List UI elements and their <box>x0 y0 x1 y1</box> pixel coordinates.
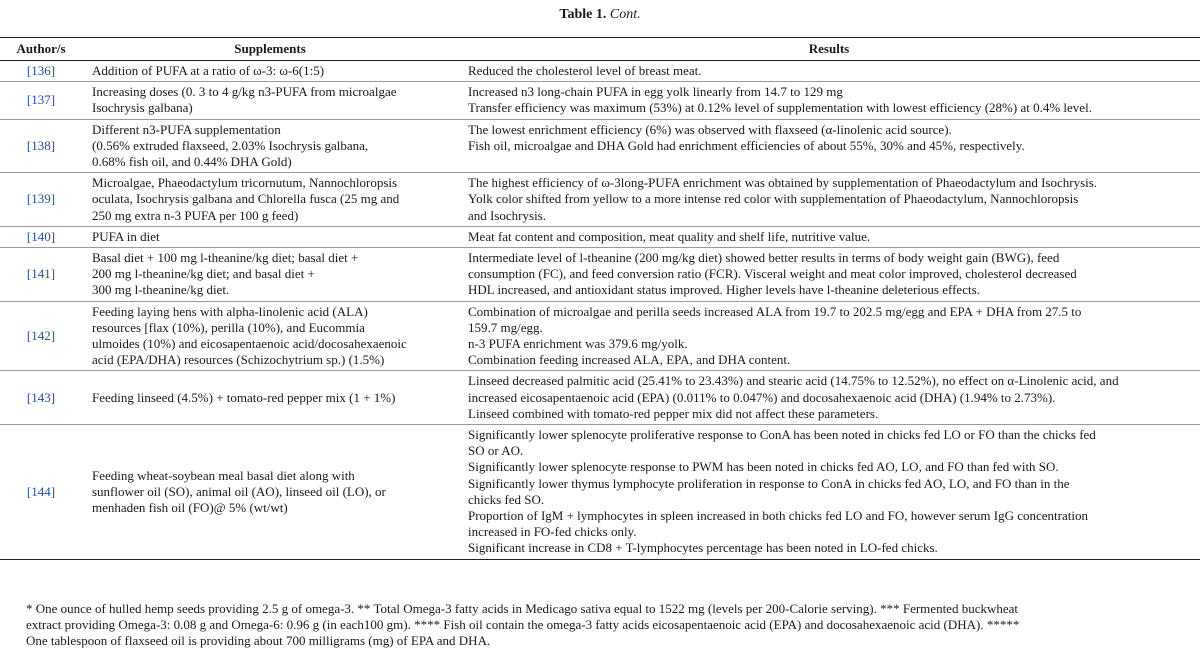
table-footnote <box>26 601 1191 650</box>
supplements-line: Addition of PUFA at a ratio of ω-3: ω-6(1:5) <box>92 63 325 78</box>
supplements-line: Different n3-PUFA supplementation <box>92 121 281 137</box>
results-line: Meat fat content and composition, meat quality and shelf life, nutritive value. <box>468 228 871 244</box>
results-cell <box>458 82 1200 119</box>
supplements-cell <box>82 248 458 302</box>
reference-link[interactable]: [143] <box>26 389 56 405</box>
results-cell <box>458 226 1200 247</box>
header-supplements: Supplements <box>234 40 306 56</box>
supplements-cell <box>82 301 458 371</box>
results-line: Significantly lower splenocyte response to PWM has been noted in chicks fed AO, LO, and FO than fed with SO. <box>468 459 1059 475</box>
supplements-line: menhaden fish oil (FO)@ 5% (wt/wt) <box>92 499 288 515</box>
table-row <box>0 425 1200 560</box>
results-cell <box>458 173 1200 227</box>
header-author: Author/s <box>16 40 66 56</box>
reference-link[interactable]: [137] <box>26 92 56 108</box>
reference-link[interactable]: [139] <box>26 191 56 207</box>
results-line: Intermediate level of l-theanine (200 mg/kg diet) showed better results in terms of body weight gain (BWG), feed <box>468 250 1060 266</box>
results-line: Combination of microalgae and perilla seeds increased ALA from 19.7 to 202.5 mg/egg and EPA + DHA from 27.5 to <box>468 303 1082 319</box>
results-line: consumption (FC), and feed conversion ratio (FCR). Visceral weight and meat color improved, cholesterol decreased <box>468 266 1077 282</box>
supplements-cell <box>82 425 458 560</box>
supplements-line: resources [flax (10%), perilla (10%), and Eucommia <box>92 319 365 335</box>
table-row <box>0 61 1200 82</box>
results-line: increased eicosapentaenoic acid (EPA) (0.011% to 0.047%) and docosahexaenoic acid (DHA) (1.94% to 2.73%). <box>468 389 1056 405</box>
supplements-line: PUFA in diet <box>92 228 160 244</box>
results-line: Significantly lower splenocyte proliferative response to ConA has been noted in chicks fed LO or FO than the chicks fed <box>468 427 1096 443</box>
results-line: Proportion of IgM + lymphocytes in spleen increased in both chicks fed LO and FO, however serum IgG concentration <box>468 508 1088 524</box>
supplements-line: 300 mg l-theanine/kg diet. <box>92 282 230 298</box>
supplements-line: Isochrysis galbana) <box>92 100 193 116</box>
results-line: 159.7 mg/egg. <box>468 319 543 335</box>
table-caption-label: Table 1. <box>559 7 607 22</box>
table-row <box>0 82 1200 119</box>
reference-link[interactable]: [138] <box>26 137 56 153</box>
reference-link[interactable]: [144] <box>26 483 56 499</box>
supplements-cell <box>82 119 458 173</box>
supplements-line: 250 mg extra n-3 PUFA per 100 g feed) <box>92 207 299 223</box>
supplements-line: Basal diet + 100 mg l-theanine/kg diet; basal diet + <box>92 250 359 266</box>
table-header-row <box>0 38 1200 61</box>
header-results: Results <box>808 40 850 56</box>
supplements-line: 0.68% fish oil, and 0.44% DHA Gold) <box>92 154 292 170</box>
results-line: increased in FO-fed chicks only. <box>468 524 637 540</box>
results-line: HDL increased, and antioxidant status improved. Higher levels have l-theanine deleterious effects. <box>468 282 980 298</box>
footnote-line: * One ounce of hulled hemp seeds providing 2.5 g of omega-3. ** Total Omega-3 fatty acids in Medicago sativa equal to 1522 mg (levels per 200-Calorie serving). *** Fermented buckwheat <box>26 601 1019 616</box>
results-line: Linseed decreased palmitic acid (25.41% to 23.43%) and stearic acid (14.75% to 12.52%), no effect on α-Linolenic acid, and <box>468 373 1119 389</box>
results-line: SO or AO. <box>468 443 524 459</box>
results-cell <box>458 371 1200 425</box>
results-cell <box>458 301 1200 371</box>
results-line: Fish oil, microalgae and DHA Gold had enrichment efficiencies of about 55%, 30% and 45%, respectively. <box>468 137 1025 153</box>
results-line: The lowest enrichment efficiency (6%) was observed with flaxseed (α-linolenic acid source). <box>468 121 952 137</box>
supplements-cell <box>82 82 458 119</box>
table-caption <box>0 0 1200 29</box>
table-row <box>0 119 1200 173</box>
results-line: Significant increase in CD8 + T-lymphocytes percentage has been noted in LO-fed chicks. <box>468 540 938 556</box>
supplements-cell <box>82 61 458 82</box>
supplements-line: oculata, Isochrysis galbana and Chlorella fusca (25 mg and <box>92 191 400 207</box>
results-line: Significantly lower thymus lymphocyte proliferation in response to ConA in chicks fed AO, LO, and FO than in the <box>468 475 1070 491</box>
supplements-line: Microalgae, Phaeodactylum tricornutum, Nannochloropsis <box>92 175 398 191</box>
footnote-line: extract providing Omega-3: 0.08 g and Omega-6: 0.96 g (in each100 gm). **** Fish oil contain the omega-3 fatty acids eicosapentaenoic acid (EPA) and docosahexaenoic acid (DHA). ***** <box>26 617 1020 633</box>
table-row <box>0 248 1200 302</box>
results-line: and Isochrysis. <box>468 207 546 223</box>
results-line: Reduced the cholesterol level of breast meat. <box>468 63 702 78</box>
table-body <box>0 61 1200 560</box>
reference-link[interactable]: [141] <box>26 266 56 282</box>
results-line: Transfer efficiency was maximum (53%) at 0.12% level of supplementation with lowest efficiency (28%) at 0.4% level. <box>468 100 1092 116</box>
results-cell <box>458 119 1200 173</box>
supplements-line: Increasing doses (0. 3 to 4 g/kg n3-PUFA from microalgae <box>92 84 397 100</box>
table-row <box>0 301 1200 371</box>
results-line: chicks fed SO. <box>468 491 545 507</box>
table-caption-text: Cont. <box>609 7 641 22</box>
results-line: The highest efficiency of ω-3long-PUFA enrichment was obtained by supplementation of Phaeodactylum and Isochrysis. <box>468 175 1098 191</box>
results-line: n-3 PUFA enrichment was 379.6 mg/yolk. <box>468 336 688 352</box>
reference-link[interactable]: [136] <box>26 63 56 78</box>
supplements-line: sunflower oil (SO), animal oil (AO), linseed oil (LO), or <box>92 483 386 499</box>
supplements-line: Feeding wheat-soybean meal basal diet along with <box>92 467 355 483</box>
table-row <box>0 173 1200 227</box>
results-table <box>0 37 1200 560</box>
supplements-cell <box>82 173 458 227</box>
results-cell <box>458 61 1200 82</box>
results-line: Linseed combined with tomato-red pepper mix did not affect these parameters. <box>468 405 879 421</box>
supplements-line: Feeding laying hens with alpha-linolenic acid (ALA) <box>92 303 368 319</box>
results-line: Increased n3 long-chain PUFA in egg yolk linearly from 14.7 to 129 mg <box>468 84 843 100</box>
results-line: Combination feeding increased ALA, EPA, and DHA content. <box>468 352 791 368</box>
supplements-line: ulmoides (10%) and eicosapentaenoic acid/docosahexaenoic <box>92 336 407 352</box>
reference-link[interactable]: [140] <box>26 228 56 244</box>
supplements-line: (0.56% extruded flaxseed, 2.03% Isochrysis galbana, <box>92 137 369 153</box>
table-row <box>0 226 1200 247</box>
supplements-line: Feeding linseed (4.5%) + tomato-red pepper mix (1 + 1%) <box>92 389 396 405</box>
table-row <box>0 371 1200 425</box>
supplements-cell <box>82 371 458 425</box>
reference-link[interactable]: [142] <box>26 327 56 343</box>
supplements-line: acid (EPA/DHA) resources (Schizochytrium sp.) (1.5%) <box>92 352 385 368</box>
results-cell <box>458 425 1200 560</box>
supplements-line: 200 mg l-theanine/kg diet; and basal diet + <box>92 266 315 282</box>
results-cell <box>458 248 1200 302</box>
footnote-line: One tablespoon of flaxseed oil is providing about 700 milligrams (mg) of EPA and DHA. <box>26 633 491 649</box>
supplements-cell <box>82 226 458 247</box>
results-line: Yolk color shifted from yellow to a more intense red color with supplementation of Phaeodactylum, Nannochloropsis <box>468 191 1079 207</box>
